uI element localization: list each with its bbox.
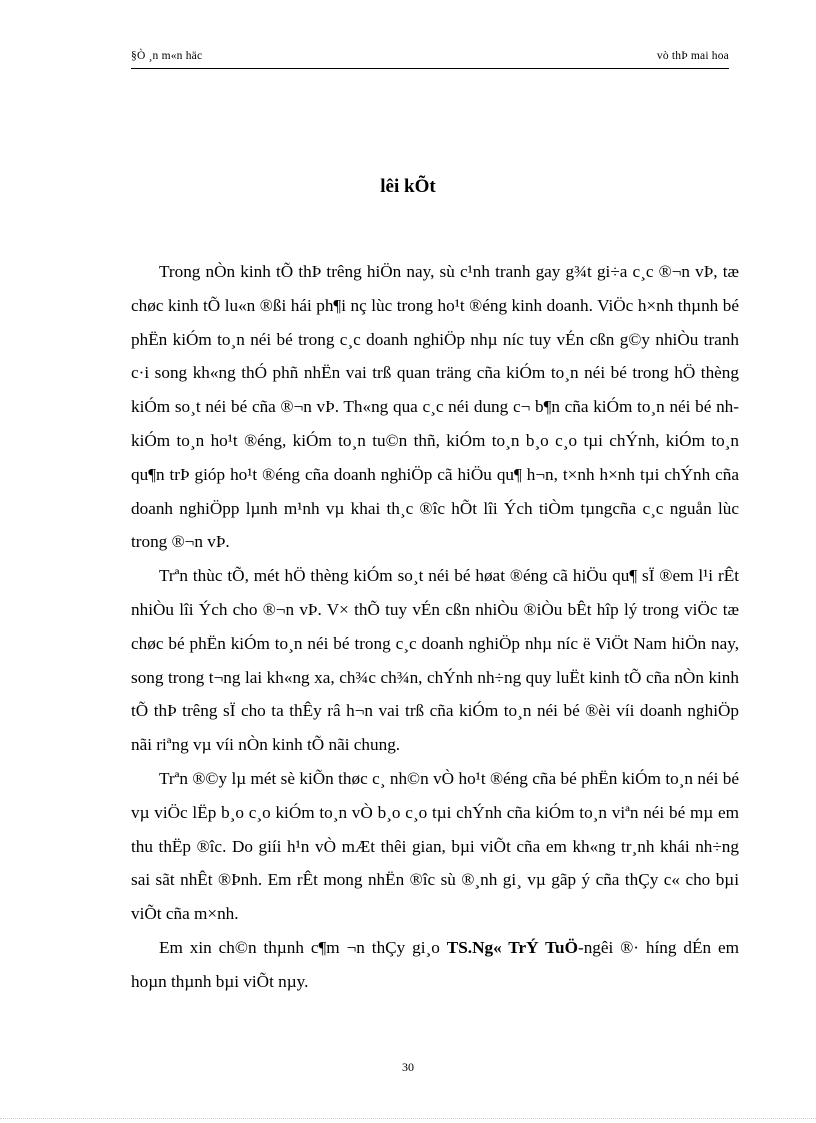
header-left-text: §Ò ¸n m«n häc: [131, 50, 203, 62]
page-title: lêi kÕt: [380, 176, 436, 197]
header-rule: [131, 68, 729, 69]
body-text: [131, 255, 739, 999]
paragraph: Trªn thùc tÕ, mét hÖ thèng kiÓm so¸t néi bé høat ®éng cã hiÖu qu¶ sÏ ®em l¹i rÊt nhiÒu lîi Ých cho ®¬n vÞ. V× thÕ tuy vÉn cßn nhiÒu ®iÒu bÊt hîp lý trong viÖc tæ chøc bé phËn kiÓm to¸n néi bé trong c¸c doanh nghiÖp nhµ níc ë ViÖt Nam hiÖn nay, song trong t¬ng lai kh«ng xa, ch¾c ch¾n, chÝnh nh÷ng quy luËt kinh tÕ cña nÒn kinh tÕ thÞ trêng sÏ cho ta thÊy râ h¬n vai trß cña kiÓm to¸n néi bé ®èi víi doanh nghiÖp nãi riªng vµ víi nÒn kinh tÕ nãi chung.: [131, 566, 739, 755]
closing-text-end: -ngêi ®· híng dÉn em hoµn thµnh bµi viÕt nµy.: [131, 937, 740, 991]
paragraph: Trong nÒn kinh tÕ thÞ trêng hiÖn nay, sù c¹nh tranh gay g¾t gi÷a c¸c ®¬n vÞ, tæ chøc kinh tÕ lu«n ®ßi hái ph¶i nç lùc trong ho¹t ®éng kinh doanh. ViÖc h×nh thµnh bé phËn kiÓm to¸n néi bé trong c¸c doanh nghiÖp nhµ níc tuy vÉn cßn g©y nhiÒu tranh c·i song kh«ng thÓ phñ nhËn vai trß quan träng cña kiÓm to¸n néi bé trong hÖ thèng kiÓm so¸t néi bé cña ®¬n vÞ. Th«ng qua c¸c néi dung c¬ b¶n cña kiÓm to¸n néi bé nh kiÓm to¸n ho¹t ®éng, kiÓm to¸n tu©n thñ, kiÓm to¸n b¸o c¸o tµi chÝnh, kiÓm to¸n qu¶n trÞ gióp ho¹t ®éng cña doanh nghiÖp cã hiÖu qu¶ h¬n, t×nh h×nh tµi chÝnh cña doanh nghiÖpp lµnh m¹nh vµ khai th¸c ®îc hÕt lîi Ých tiÒm tµngcña c¸c nguån lùc trong ®¬n vÞ.: [131, 262, 739, 552]
header-right-text: vò thÞ mai hoa: [656, 50, 729, 62]
closing-text-start: Em xin ch©n thµnh c¶m ¬n thÇy gi¸o: [159, 937, 447, 957]
page-number: 30: [402, 1060, 414, 1074]
page-bottom-divider: [0, 1118, 816, 1119]
closing-paragraph: [131, 931, 739, 999]
paragraph: Trªn ®©y lµ mét sè kiÕn thøc c¸ nh©n vÒ ho¹t ®éng cña bé phËn kiÓm to¸n néi bé vµ viÖc lËp b¸o c¸o kiÓm to¸n vÒ b¸o c¸o tµi chÝnh cña kiÓm to¸n viªn néi bé mµ em thu thËp ®îc. Do giíi h¹n vÒ mÆt thêi gian, bµi viÕt cña em kh«ng tr¸nh khái nh÷ng sai sãt nhÊt ®Þnh. Em rÊt mong nhËn ®îc sù ®¸nh gi¸ vµ gãp ý cña thÇy c« cho bµi viÕt cña m×nh.: [131, 768, 739, 924]
advisor-name: TS.Ng« TrÝ TuÖ: [446, 937, 578, 957]
